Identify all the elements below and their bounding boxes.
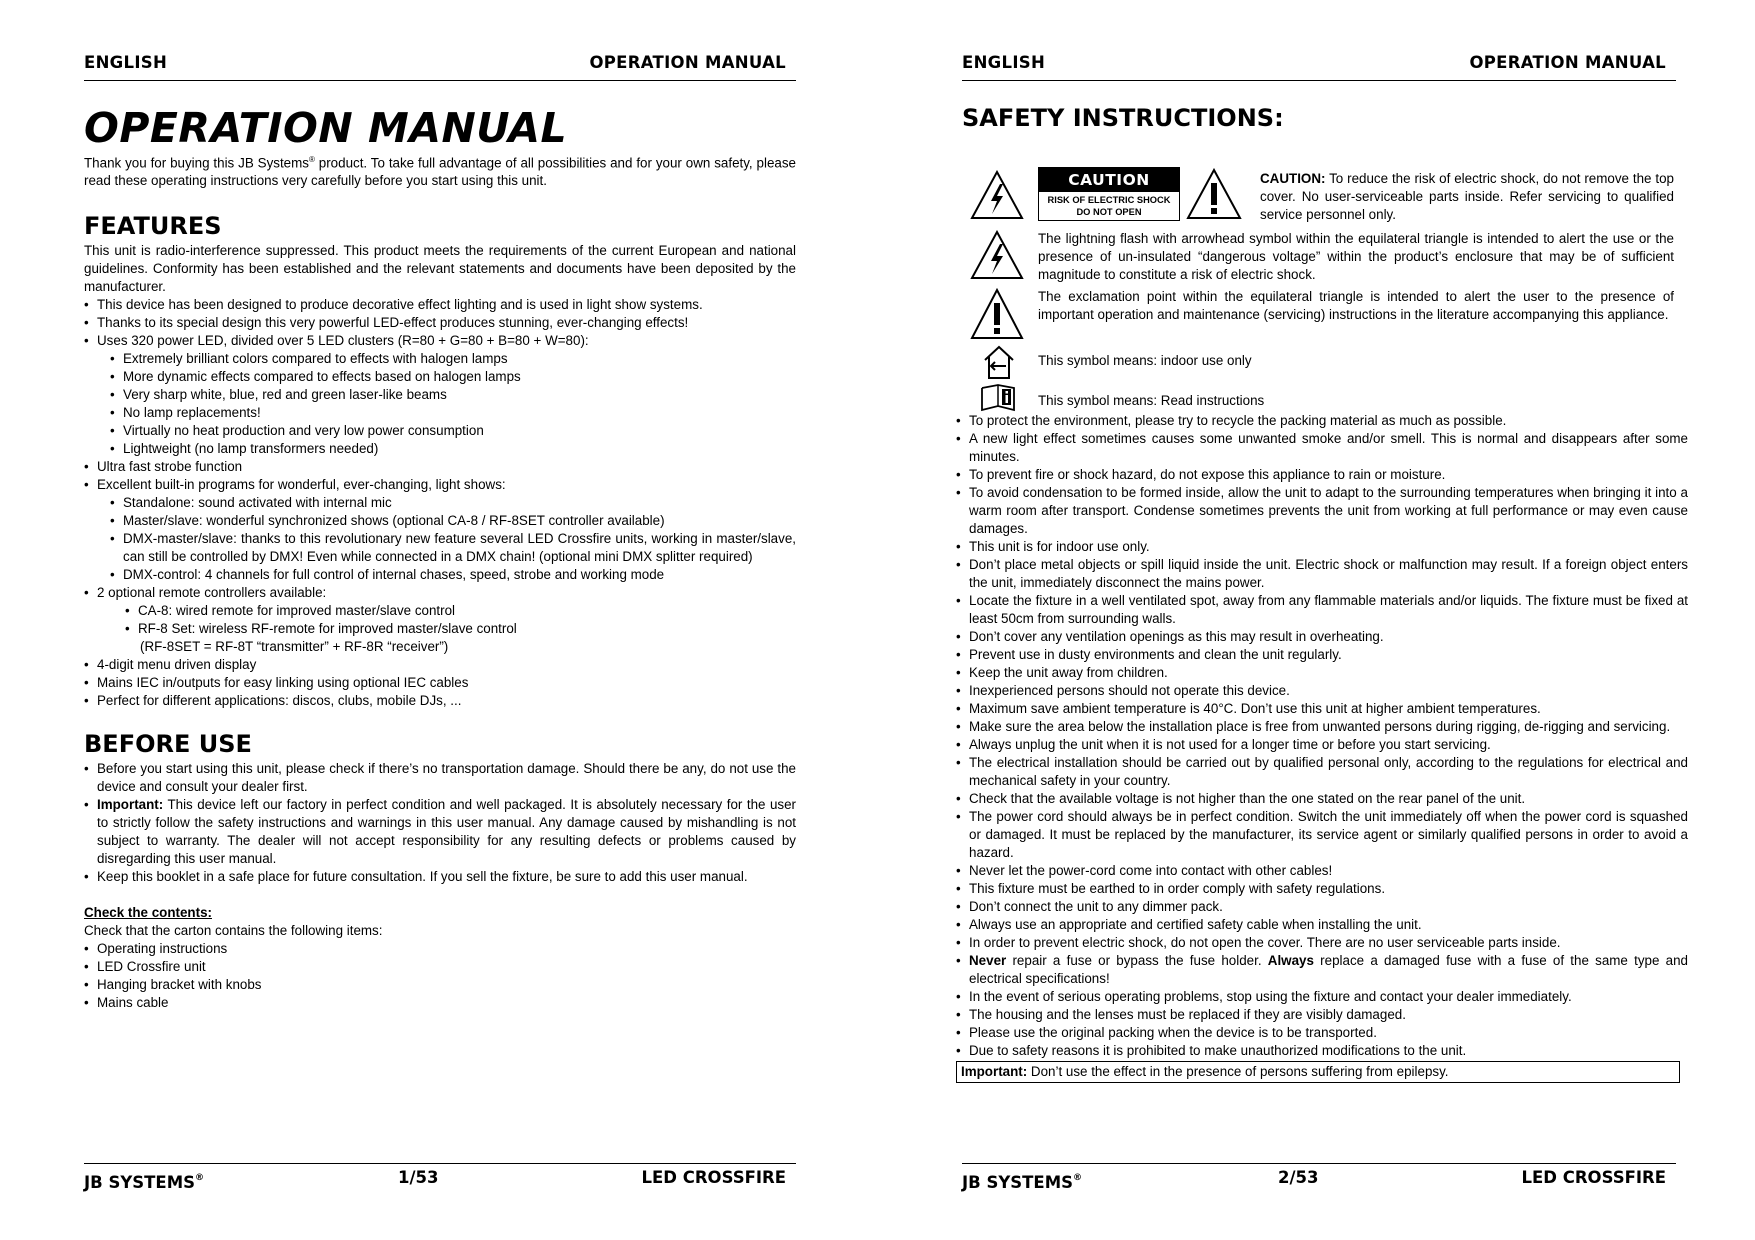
list-item: • Mains IEC in/outputs for easy linking using optional IEC cables	[84, 674, 796, 692]
list-item: • Virtually no heat production and very low power consumption	[110, 422, 796, 440]
safety-list	[956, 412, 1688, 1060]
page-footer	[962, 1163, 1676, 1193]
list-item: • Hanging bracket with knobs	[84, 976, 796, 994]
list-item: • Don’t place metal objects or spill liquid inside the unit. Electric shock or malfunction may result. If a foreign object enters the unit, immediately disconnect the mains power.	[956, 556, 1688, 592]
footer-brand: JB SYSTEMS®	[962, 1173, 1083, 1192]
check-contents-text: Check that the carton contains the following items:	[84, 923, 383, 939]
footer-product: LED CROSSFIRE	[641, 1168, 786, 1187]
list-item: • A new light effect sometimes causes some unwanted smoke and/or smell. This is normal and disappears after some minutes.	[956, 430, 1688, 466]
check-contents-list	[84, 940, 796, 1012]
header-language: ENGLISH	[962, 53, 1046, 72]
indoor-text: This symbol means: indoor use only	[1038, 353, 1252, 368]
list-item: • Keep this booklet in a safe place for future consultation. If you sell the fixture, be sure to add this user manual.	[84, 868, 796, 886]
list-item: • The power cord should always be in perfect condition. Switch the unit immediately off when the power cord is squashed or damaged. It must be replaced by the manufacturer, its service agent or similarly qualified persons in order to avoid a hazard.	[956, 808, 1688, 862]
list-item: • Mains cable	[84, 994, 796, 1012]
left-page	[84, 0, 796, 1240]
list-item: • In the event of serious operating problems, stop using the fixture and contact your dealer immediately.	[956, 988, 1688, 1006]
list-item: • Extremely brilliant colors compared to effects with halogen lamps	[110, 350, 796, 368]
list-item: • Lightweight (no lamp transformers needed)	[110, 440, 796, 458]
list-item: • Maximum save ambient temperature is 40°C. Don’t use this unit at higher ambient temperatures.	[956, 700, 1688, 718]
right-content	[961, 104, 1688, 1083]
before-use-list	[84, 760, 796, 886]
footer-brand: JB SYSTEMS®	[84, 1173, 205, 1192]
exclamation-warning-icon	[1186, 168, 1242, 220]
safety-heading: SAFETY INSTRUCTIONS:	[962, 104, 1284, 132]
features-list-2	[84, 458, 796, 494]
list-item: • This device has been designed to produce decorative effect lighting and is used in light show systems.	[84, 296, 796, 314]
features-led-sublist	[110, 350, 796, 458]
list-item: • Due to safety reasons it is prohibited to make unauthorized modifications to the unit.	[956, 1042, 1688, 1060]
caution-text: CAUTION: To reduce the risk of electric shock, do not remove the top cover. No user-serviceable parts inside. Refer servicing to qualified service personnel only.	[1260, 171, 1674, 222]
exclamation-triangle-icon	[970, 288, 1024, 340]
list-item: • Always use an appropriate and certified safety cable when installing the unit.	[956, 916, 1688, 934]
list-item: • To prevent fire or shock hazard, do not expose this appliance to rain or moisture.	[956, 466, 1688, 484]
main-title: OPERATION MANUAL	[84, 104, 568, 152]
lightning-text: The lightning flash with arrowhead symbol within the equilateral triangle is intended to alert the use or the presence of un-insulated “dangerous voltage” within the product’s enclosure that may be of sufficient magnitude to constitute a risk of electric shock.	[1038, 231, 1674, 282]
page-header	[84, 52, 796, 81]
footer-product: LED CROSSFIRE	[1521, 1168, 1666, 1187]
list-item: • Uses 320 power LED, divided over 5 LED clusters (R=80 + G=80 + B=80 + W=80):	[84, 332, 796, 350]
list-item: • Operating instructions	[84, 940, 796, 958]
list-item: • Never repair a fuse or bypass the fuse holder. Always replace a damaged fuse with a fuse of the same type and electrical specifications!	[956, 952, 1688, 988]
list-item: • Excellent built-in programs for wonderful, ever-changing, light shows:	[84, 476, 796, 494]
caution-badge: CAUTION RISK OF ELECTRIC SHOCK DO NOT OPEN	[1038, 167, 1180, 221]
list-item: • RF-8 Set: wireless RF-remote for improved master/slave control	[125, 620, 796, 638]
features-list	[84, 296, 796, 350]
page-footer	[84, 1163, 796, 1193]
list-item: • Don’t cover any ventilation openings as this may result in overheating.	[956, 628, 1688, 646]
list-item: • Always unplug the unit when it is not used for a longer time or before you start servicing.	[956, 736, 1688, 754]
list-item: • Make sure the area below the installation place is free from unwanted persons during rigging, de-rigging and servicing.	[956, 718, 1688, 736]
list-item: • This unit is for indoor use only.	[956, 538, 1688, 556]
left-content	[84, 105, 796, 1012]
list-item: • DMX-master/slave: thanks to this revolutionary new feature several LED Crossfire units, working in master/slave, can still be controlled by DMX! Even while connected in a DMX chain! (optional mini DMX splitter required)	[110, 530, 796, 566]
list-item: • Perfect for different applications: discos, clubs, mobile DJs, ...	[84, 692, 796, 710]
remote-note: (RF-8SET = RF-8T “transmitter” + RF-8R “receiver”)	[140, 639, 449, 655]
features-list-4	[84, 656, 796, 710]
page-header	[962, 52, 1676, 81]
lightning-warning-icon	[970, 170, 1024, 220]
list-item: • DMX-control: 4 channels for full control of internal chases, speed, strobe and working mode	[110, 566, 796, 584]
list-item: • CA-8: wired remote for improved master/slave control	[125, 602, 796, 620]
list-item: • LED Crossfire unit	[84, 958, 796, 976]
header-title: OPERATION MANUAL	[589, 53, 786, 72]
check-contents-heading: Check the contents:	[84, 905, 212, 921]
list-item: • Ultra fast strobe function	[84, 458, 796, 476]
list-item: • To avoid condensation to be formed inside, allow the unit to adapt to the surrounding temperatures when bringing it into a warm room after transport. Condense sometimes prevents the unit from working at full performance or may even cause damages.	[956, 484, 1688, 538]
list-item: • 4-digit menu driven display	[84, 656, 796, 674]
intro-paragraph: Thank you for buying this JB Systems® product. To take full advantage of all possibilities and for your own safety, please read these operating instructions very carefully before you start using this unit.	[84, 155, 796, 189]
list-item: • Thanks to its special design this very powerful LED-effect produces stunning, ever-changing effects!	[84, 314, 796, 332]
list-item: • In order to prevent electric shock, do not open the cover. There are no user serviceable parts inside.	[956, 934, 1688, 952]
list-item: • Master/slave: wonderful synchronized shows (optional CA-8 / RF-8SET controller available)	[110, 512, 796, 530]
list-item: • No lamp replacements!	[110, 404, 796, 422]
list-item: • Keep the unit away from children.	[956, 664, 1688, 682]
read-text: This symbol means: Read instructions	[1038, 393, 1265, 408]
page-number: 1/53	[398, 1168, 439, 1187]
list-item: • Don’t connect the unit to any dimmer pack.	[956, 898, 1688, 916]
exclamation-text: The exclamation point within the equilateral triangle is intended to alert the user to the presence of important operation and maintenance (servicing) instructions in the literature accompanying this appliance.	[1038, 289, 1674, 322]
list-item: • Very sharp white, blue, red and green laser-like beams	[110, 386, 796, 404]
page-number: 2/53	[1278, 1168, 1319, 1187]
list-item: • The housing and the lenses must be replaced if they are visibly damaged.	[956, 1006, 1688, 1024]
list-item: • 2 optional remote controllers available:	[84, 584, 796, 602]
important-notice: Important: Don’t use the effect in the presence of persons suffering from epilepsy.	[956, 1061, 1680, 1083]
list-item: • Check that the available voltage is not higher than the one stated on the rear panel of the unit.	[956, 790, 1688, 808]
list-item: • To protect the environment, please try to recycle the packing material as much as possible.	[956, 412, 1688, 430]
indoor-use-icon	[982, 344, 1016, 380]
list-item: • The electrical installation should be carried out by qualified personal only, according to the regulations for electrical and mechanical safety in your country.	[956, 754, 1688, 790]
features-remote-sublist	[125, 602, 796, 638]
read-instructions-icon	[980, 384, 1016, 412]
list-item: • Never let the power-cord come into contact with other cables!	[956, 862, 1688, 880]
list-item: • Before you start using this unit, please check if there’s no transportation damage. Should there be any, do not use the device and consult your dealer first.	[84, 760, 796, 796]
list-item: • Locate the fixture in a well ventilated spot, away from any flammable materials and/or liquids. The fixture must be fixed at least 50cm from surrounding walls.	[956, 592, 1688, 628]
features-heading: FEATURES	[84, 212, 222, 241]
features-list-3	[84, 584, 796, 602]
right-page	[961, 0, 1688, 1240]
lightning-triangle-icon	[970, 230, 1024, 280]
list-item: • Inexperienced persons should not operate this device.	[956, 682, 1688, 700]
list-item: • Standalone: sound activated with internal mic	[110, 494, 796, 512]
list-item: • More dynamic effects compared to effects based on halogen lamps	[110, 368, 796, 386]
list-item: • Important: This device left our factory in perfect condition and well packaged. It is absolutely necessary for the user to strictly follow the safety instructions and warnings in this user manual. Any damage caused by mishandling is not subject to warranty. The dealer will not accept responsibility for any resulting defects or problems caused by disregarding this user manual.	[84, 796, 796, 868]
list-item: • Please use the original packing when the device is to be transported.	[956, 1024, 1688, 1042]
features-programs-sublist	[110, 494, 796, 584]
header-language: ENGLISH	[84, 53, 168, 72]
header-title: OPERATION MANUAL	[1469, 53, 1666, 72]
list-item: • This fixture must be earthed to in order comply with safety regulations.	[956, 880, 1688, 898]
features-text: This unit is radio-interference suppressed. This product meets the requirements of the current European and national guidelines. Conformity has been established and the relevant statements and documents have been deposited by the manufacturer.	[84, 243, 796, 295]
before-use-heading: BEFORE USE	[84, 730, 252, 759]
list-item: • Prevent use in dusty environments and clean the unit regularly.	[956, 646, 1688, 664]
safety-symbols	[962, 134, 1682, 392]
